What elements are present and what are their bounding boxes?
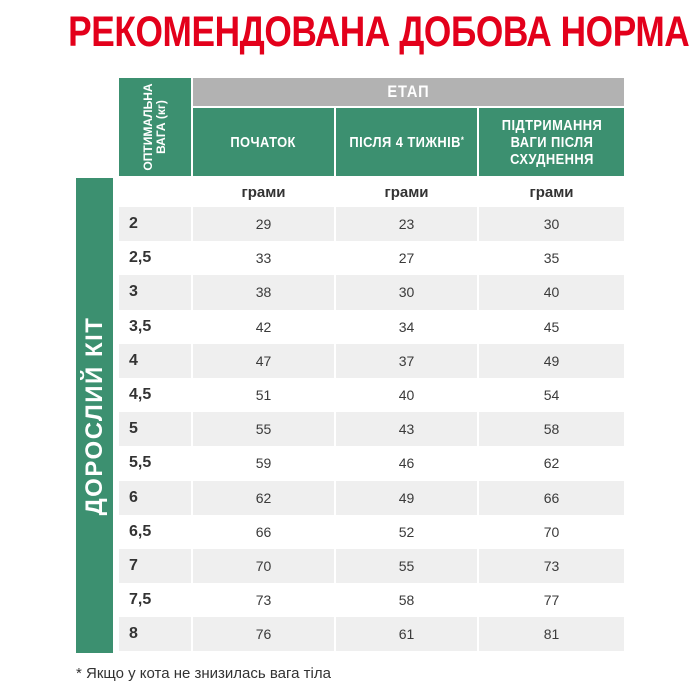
- after-4-weeks-cell: 55: [336, 549, 477, 583]
- start-cell: 73: [255, 592, 272, 609]
- column-header-maintenance-label: ПІДТРИМАННЯ ВАГИ ПІСЛЯ СХУДНЕННЯ: [501, 116, 602, 168]
- column-header-start-label: ПОЧАТОК: [230, 133, 297, 151]
- maintenance-cell: 40: [479, 275, 624, 309]
- column-header-after-4-weeks-label: ПІСЛЯ 4 ТИЖНІВ: [348, 133, 461, 151]
- weight-cell: 5,5: [129, 454, 152, 472]
- feeding-table-body: [119, 207, 624, 651]
- start-cell: 38: [193, 275, 334, 309]
- table-row: [119, 617, 624, 651]
- after-4-weeks-cell: 34: [398, 318, 415, 335]
- weight-cell: 3,5: [129, 317, 152, 335]
- start-cell: 66: [255, 523, 272, 540]
- column-header-maintenance: [479, 108, 624, 176]
- start-cell: 55: [193, 412, 334, 446]
- weight-cell: 7: [119, 549, 191, 583]
- maintenance-cell: 54: [543, 387, 560, 404]
- after-4-weeks-cell: 27: [398, 250, 415, 267]
- weight-cell: 2: [119, 207, 191, 241]
- table-row: [119, 583, 624, 617]
- weight-cell: 6,5: [129, 522, 152, 540]
- after-4-weeks-cell: 43: [336, 412, 477, 446]
- weight-cell: 4: [119, 344, 191, 378]
- table-row: [119, 241, 624, 275]
- table-row: [119, 275, 624, 309]
- start-cell: 33: [255, 250, 272, 267]
- table-row: [119, 344, 624, 378]
- after-4-weeks-cell: 58: [398, 592, 415, 609]
- table-row: [119, 481, 624, 515]
- after-4-weeks-cell: 49: [336, 481, 477, 515]
- column-header-start: [193, 108, 334, 176]
- weight-cell: 5: [119, 412, 191, 446]
- weight-cell: 6: [119, 481, 191, 515]
- table-row: [119, 310, 624, 344]
- weight-cell: 7,5: [129, 591, 152, 609]
- start-cell: 62: [193, 481, 334, 515]
- start-cell: 47: [193, 344, 334, 378]
- start-cell: 42: [255, 318, 272, 335]
- after-4-weeks-cell: 30: [336, 275, 477, 309]
- maintenance-cell: 45: [543, 318, 560, 335]
- start-cell: 76: [193, 617, 334, 651]
- column-header-after-4-weeks: [336, 108, 477, 176]
- start-cell: 51: [255, 387, 272, 404]
- side-category-band: [76, 178, 113, 653]
- after-4-weeks-cell: 61: [336, 617, 477, 651]
- maintenance-cell: 62: [543, 455, 560, 472]
- maintenance-cell: 66: [479, 481, 624, 515]
- table-row: [119, 378, 624, 412]
- table-row: [119, 549, 624, 583]
- stage-header-label: ЕТАП: [387, 82, 430, 101]
- table-row: [119, 446, 624, 480]
- footnote: * Якщо у кота не знизилась вага тіла: [76, 665, 331, 682]
- page-title: РЕКОМЕНДОВАНА ДОБОВА НОРМА: [68, 8, 690, 56]
- unit-label-start: грами: [241, 184, 286, 201]
- after-4-weeks-cell: 23: [336, 207, 477, 241]
- table-row: [119, 515, 624, 549]
- after-4-weeks-cell: 37: [336, 344, 477, 378]
- start-cell: 59: [255, 455, 272, 472]
- after-4-weeks-cell: 46: [398, 455, 415, 472]
- maintenance-cell: 58: [479, 412, 624, 446]
- maintenance-cell: 70: [543, 523, 560, 540]
- after-4-weeks-cell: 40: [398, 387, 415, 404]
- maintenance-cell: 49: [479, 344, 624, 378]
- weight-column-header: [119, 78, 191, 176]
- weight-cell: 8: [119, 617, 191, 651]
- side-category-label: ДОРОСЛИЙ КІТ: [80, 316, 108, 515]
- unit-label-after-4-weeks: грами: [384, 184, 429, 201]
- start-cell: 70: [193, 549, 334, 583]
- after-4-weeks-cell: 52: [398, 523, 415, 540]
- table-row: [119, 412, 624, 446]
- weight-header-label: ОПТИМАЛЬНА ВАГА (кг): [141, 83, 168, 171]
- maintenance-cell: 73: [479, 549, 624, 583]
- start-cell: 29: [193, 207, 334, 241]
- footnote-marker: *: [460, 134, 465, 145]
- stage-header: [193, 78, 624, 106]
- weight-cell: 2,5: [129, 249, 152, 267]
- maintenance-cell: 30: [479, 207, 624, 241]
- weight-cell: 3: [119, 275, 191, 309]
- weight-cell: 4,5: [129, 386, 152, 404]
- table-row: [119, 207, 624, 241]
- unit-label-maintenance: грами: [529, 184, 574, 201]
- maintenance-cell: 35: [543, 250, 560, 267]
- maintenance-cell: 81: [479, 617, 624, 651]
- maintenance-cell: 77: [543, 592, 560, 609]
